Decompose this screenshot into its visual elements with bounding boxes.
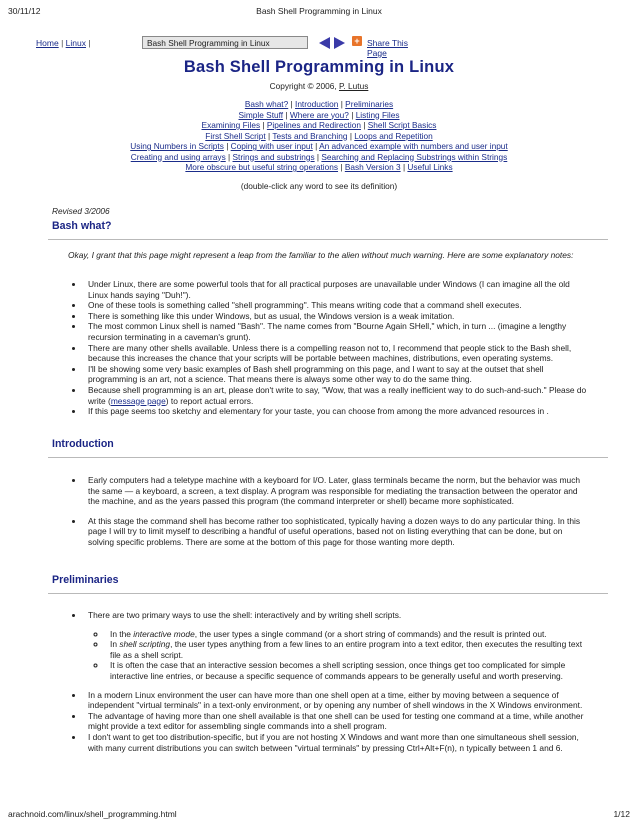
toc-link[interactable]: Listing Files bbox=[355, 109, 400, 120]
list-item: • The most common Linux shell is named "Bash". The name comes from "Bourne Again SHell," which, in turn ... (imagine a lengthy recursion terminating in a caveman's grunt). bbox=[84, 321, 590, 342]
toc-link[interactable]: Preliminaries bbox=[345, 99, 394, 109]
explanatory-intro: Okay, I grant that this page might represent a leap from the familiar to the alien without much warning. Here are some explanatory notes: bbox=[68, 250, 574, 260]
page-number: 1/12 bbox=[613, 809, 630, 819]
toc-link[interactable]: Shell Script Basics bbox=[367, 120, 437, 130]
list-item: • I don't want to get too distribution-specific, but if you are not hosting X Windows and want more than one simultaneous shell session, with many current distributions you can switch between "virtual terminals" by pressing Ctrl+Alt+F(n), n typically between 1 and 6. bbox=[84, 732, 590, 753]
toc-link[interactable]: Searching and Replacing Substrings within Strings bbox=[321, 151, 508, 162]
toc-link[interactable]: Coping with user input bbox=[230, 141, 313, 151]
list-item: • The advantage of having more than one shell available is that one shell can be used for testing one command at a time, while another might provide a text editor for assembling single commands into a shell program. bbox=[84, 711, 590, 732]
list-item: • Early computers had a teletype machine with a keyboard for I/O. Later, glass terminals became the norm, but the behavior was much the same — a keyboard, a screen, a text display. A program was responsible for mediating the transaction between the operator and the machine, and as the years passed this program (the command interpreter or shell) became more sophisticated. bbox=[84, 475, 590, 507]
toc-link[interactable]: Pipelines and Redirection bbox=[266, 120, 361, 130]
section-title-preliminaries: Preliminaries bbox=[52, 574, 119, 586]
list-item: • I'll be showing some very basic examples of Bash shell programming on this page, and I want to say at the outset that shell programming is an art, not a science. That means there is always some other way to do the same thing. bbox=[84, 364, 590, 385]
emphasis: shell scripting bbox=[119, 639, 171, 650]
list-item: • In a modern Linux environment the user can have more than one shell open at a time, either by moving between a sequence of independent "virtual terminals" in a text-only environment, or by opening any number of shell windows in the X Windows environment. bbox=[84, 690, 590, 711]
toc-row: Simple Stuff | Where are you? | Listing Files bbox=[238, 109, 400, 120]
toc-link[interactable]: Tests and Branching bbox=[272, 130, 348, 141]
text: In the bbox=[110, 628, 134, 639]
toc-link[interactable]: Simple Stuff bbox=[238, 109, 284, 120]
emphasis: interactive mode bbox=[133, 628, 195, 639]
toc-row: More obscure but useful string operations | Bash Version 3 | Useful Links bbox=[185, 162, 453, 172]
breadcrumb-separator: | bbox=[61, 38, 64, 48]
linux-link[interactable]: Linux bbox=[65, 38, 86, 48]
toc-link[interactable]: More obscure but useful string operations bbox=[185, 162, 339, 172]
toc-link[interactable]: Where are you? bbox=[289, 109, 349, 120]
list-item bbox=[84, 610, 590, 682]
print-url: arachnoid.com/linux/shell_programming.html bbox=[8, 809, 177, 819]
toc-row: First Shell Script | Tests and Branching | Loops and Repetition bbox=[205, 130, 433, 141]
list-item: • If this page seems too sketchy and elementary for your taste, you can choose from among the more advanced resources in . bbox=[84, 406, 590, 417]
toc-link[interactable]: Using Numbers in Scripts bbox=[130, 141, 224, 151]
list-item: • One of these tools is something called "shell programming". This means writing code that a command shell executes. bbox=[84, 300, 590, 311]
list-item-text: There are two primary ways to use the shell: interactively and by writing shell scripts. bbox=[88, 610, 402, 620]
toc-link[interactable]: First Shell Script bbox=[205, 130, 266, 141]
home-link[interactable]: Home bbox=[36, 38, 59, 48]
toc-link[interactable]: Useful Links bbox=[407, 162, 453, 172]
list-item-text: Because shell programming is an art, please don't write to say, "Wow, that was a really inefficient way to do such-and-such." Please do write ( bbox=[88, 384, 587, 406]
toc-link[interactable]: Strings and substrings bbox=[232, 151, 315, 162]
message-page-link[interactable]: message page bbox=[110, 395, 166, 406]
share-link[interactable]: Share This Page bbox=[367, 38, 408, 58]
print-title: Bash Shell Programming in Linux bbox=[256, 6, 382, 16]
toc-link[interactable]: Creating and using arrays bbox=[130, 151, 226, 162]
author-link[interactable]: P. Lutus bbox=[338, 81, 369, 91]
toc-link[interactable]: Introduction bbox=[295, 99, 339, 109]
list-item: • There are many other shells available. Unless there is a compelling reason not to, I recommend that people stick to the Bash shell, because this increases the chance that your scripts will be portable between machines, distributions, even operating systems. bbox=[84, 343, 590, 364]
list-item: • Under Linux, there are some powerful tools that for all practical purposes are unavailable under Windows (I can imagine all the old Linux hands saying "Duh!"). bbox=[84, 279, 590, 300]
section-divider bbox=[48, 593, 608, 594]
navigation-bar bbox=[36, 36, 416, 58]
list-item: • At this stage the command shell has become rather too sophisticated, typically having a dozen ways to do any particular thing. In this page I will try to limit myself to describing a handful of useful operations, based not on listing everything that can be done, but on solving specific problems. There are some at the bottom of this page for those wanting more depth. bbox=[84, 516, 590, 548]
toc-link[interactable]: Bash Version 3 bbox=[344, 162, 401, 172]
list-item-text: ) to report actual errors. bbox=[165, 395, 254, 406]
sub-list-item bbox=[106, 629, 590, 640]
toc-row: Examining Files | Pipelines and Redirection | Shell Script Basics bbox=[201, 120, 437, 130]
sub-list bbox=[88, 629, 590, 682]
list-item: • There is something like this under Windows, but as usual, the Windows version is a weak imitation. bbox=[84, 311, 590, 322]
list-item bbox=[84, 385, 590, 406]
section-title-bash-what: Bash what? bbox=[52, 220, 112, 232]
toc-link[interactable]: Examining Files bbox=[201, 120, 261, 130]
copyright-line bbox=[0, 81, 638, 91]
toc-hint: (double-click any word to see its definition) bbox=[240, 180, 398, 191]
breadcrumb-separator: | bbox=[88, 38, 91, 48]
text: , the user types a single command (or a short string of commands) and the result is printed out. bbox=[194, 628, 547, 639]
copyright-text: Copyright © 2006, bbox=[269, 81, 337, 91]
toc-link[interactable]: Bash what? bbox=[244, 99, 289, 109]
toc-row: Using Numbers in Scripts | Coping with user input | An advanced example with numbers and user input bbox=[130, 141, 508, 151]
previous-arrow-icon[interactable] bbox=[319, 37, 330, 49]
toc-link[interactable]: Loops and Repetition bbox=[354, 130, 433, 141]
section-title-introduction: Introduction bbox=[52, 438, 114, 450]
toc-row: Bash what? | Introduction | Preliminaries bbox=[244, 99, 394, 109]
section-divider bbox=[48, 457, 608, 458]
page-selector[interactable]: Bash Shell Programming in Linux bbox=[142, 36, 308, 49]
sub-list-item bbox=[106, 639, 590, 660]
bash-what-list bbox=[68, 279, 590, 417]
next-arrow-icon[interactable] bbox=[334, 37, 345, 49]
breadcrumb bbox=[36, 38, 91, 48]
toc-link[interactable]: An advanced example with numbers and user input bbox=[319, 141, 508, 151]
introduction-list bbox=[68, 475, 590, 548]
text: In bbox=[110, 639, 120, 650]
sub-list-item: ◦ It is often the case that an interactive session becomes a shell scripting session, once things get too complicated for simple interactive line entries, or because a specific sequence of commands appears to be generally useful and worth preserving. bbox=[106, 660, 590, 681]
print-date: 30/11/12 bbox=[8, 6, 41, 16]
section-divider bbox=[48, 239, 608, 240]
text: , the user types anything from a few lines to an entire program into a text editor, then executes the resulting text file as a shell script. bbox=[110, 639, 583, 660]
preliminaries-list bbox=[68, 610, 590, 753]
table-of-contents bbox=[0, 99, 638, 191]
plus-icon[interactable]: + bbox=[352, 36, 362, 46]
revision-date: Revised 3/2006 bbox=[52, 206, 110, 216]
page-title: Bash Shell Programming in Linux bbox=[183, 58, 455, 76]
toc-row: Creating and using arrays | Strings and substrings | Searching and Replacing Substrings within Strings bbox=[130, 151, 508, 162]
